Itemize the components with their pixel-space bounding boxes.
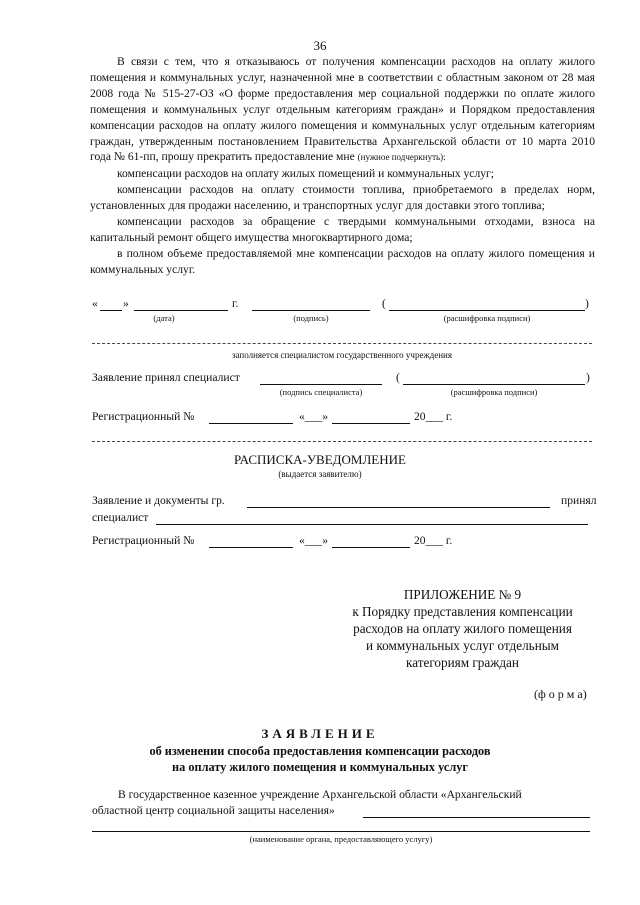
cut-line [92, 343, 592, 344]
caption-signature: (подпись) [293, 313, 329, 323]
date-year-suffix: г. [232, 297, 239, 310]
appendix-block [330, 586, 595, 671]
reg-number-field-2[interactable] [209, 547, 293, 548]
option-full: в полном объеме предоставляемой мне компенсации расходов на оплату жилого помещения и коммунальных услуг. [90, 246, 595, 276]
reg-label-1: Регистрационный № [92, 410, 195, 423]
appendix-line-3: расходов на оплату жилого помещения [353, 621, 572, 636]
decryption-field[interactable] [389, 310, 585, 311]
decryption-open-paren: ( [382, 297, 386, 310]
receipt-subtitle: (выдается заявителю) [278, 469, 362, 479]
application-subtitle-1: об изменении способа предоставления компенсации расходов [149, 744, 491, 758]
reg-year-2: 20___ г. [414, 534, 453, 547]
option-waste: компенсации расходов за обращение с твердыми коммунальными отходами, взноса на капитальный ремонт общего имущества многоквартирного дома; [90, 215, 595, 244]
appendix-line-5: категориям граждан [406, 655, 519, 670]
specialist-note: заполняется специалистом государственного учреждения [231, 350, 453, 360]
day-field[interactable] [100, 310, 122, 311]
accepted-word: принял [561, 494, 597, 507]
option-fuel: компенсации расходов на оплату стоимости топлива, приобретаемого в пределах норм, установленных для продажи населению, и транспортных услуг для доставки этого топлива; [90, 183, 595, 213]
specialist-name-field[interactable] [156, 524, 588, 525]
caption-date: (дата) [153, 313, 175, 323]
specialist-signature-field[interactable] [260, 384, 382, 385]
refusal-paragraph [90, 54, 595, 278]
specialist-open-paren: ( [396, 371, 400, 384]
docs-label: Заявление и документы гр. [92, 494, 225, 507]
specialist-label: специалист [92, 511, 149, 524]
institution-field[interactable] [363, 817, 590, 818]
applicant-name-field[interactable] [247, 507, 550, 508]
reg-day-2: «___» [299, 534, 328, 547]
application-subtitle-2: на оплату жилого помещения и коммунальных услуг [172, 760, 468, 774]
date-field[interactable] [134, 310, 228, 311]
page-number: 36 [313, 38, 327, 53]
appendix-line-4: и коммунальных услуг отдельным [366, 638, 559, 653]
appendix-line-2: к Порядку представления компенсации [352, 604, 573, 619]
caption-specialist-decryption: (расшифровка подписи) [450, 387, 538, 397]
caption-organ: (наименование органа, предоставляющего услугу) [249, 834, 433, 844]
intro-text: В связи с тем, что я отказываюсь от получения компенсации расходов на оплату жилого помещения и коммунальных услуг, назначенной мне в соответствии с областным законом от 28 мая 2008 года № 515-27-ОЗ «О форме предоставления мер социальной поддержки по оплате жилого помещения и коммунальных услуг отдельным категориям граждан» и Порядком предоставления компенсации расходов на оплату жилого помещения и коммунальных услуг отдельным категориям граждан, утвержденным постановлением Правительства Архангельской области от 10 марта 2010 года № 61-пп, прошу прекратить предоставление мне (нужное подчеркнуть): [90, 55, 595, 164]
cut-line-2 [92, 441, 592, 442]
caption-decryption: (расшифровка подписи) [443, 313, 531, 323]
appendix-title: ПРИЛОЖЕНИЕ № 9 [403, 587, 522, 602]
institution-text-2: областной центр социальной защиты населения» [92, 804, 335, 817]
accepted-label: Заявление принял специалист [92, 371, 240, 384]
caption-specialist-signature: (подпись специалиста) [279, 387, 363, 397]
reg-label-2: Регистрационный № [92, 534, 195, 547]
application-heading: ЗАЯВЛЕНИЕ [261, 726, 379, 741]
date-close-quote: » [123, 297, 129, 310]
signature-field[interactable] [252, 310, 370, 311]
intro-note: (нужное подчеркнуть): [357, 152, 446, 163]
form-note: (ф о р м а) [534, 687, 587, 701]
institution-text-1: В государственное казенное учреждение Архангельской области «Архангельский [118, 788, 522, 801]
reg-month-field-1[interactable] [332, 423, 410, 424]
reg-day-1: «___» [299, 410, 328, 423]
receipt-title: РАСПИСКА-УВЕДОМЛЕНИЕ [234, 452, 406, 467]
organ-name-field[interactable] [92, 831, 590, 832]
application-subtitle [0, 743, 640, 775]
reg-month-field-2[interactable] [332, 547, 410, 548]
date-open-quote: « [92, 297, 98, 310]
option-housing: компенсации расходов на оплату жилых помещений и коммунальных услуг; [117, 167, 495, 181]
decryption-close-paren: ) [585, 297, 589, 310]
reg-year-1: 20___ г. [414, 410, 453, 423]
specialist-decryption-field[interactable] [403, 384, 585, 385]
specialist-close-paren: ) [586, 371, 590, 384]
reg-number-field-1[interactable] [209, 423, 293, 424]
